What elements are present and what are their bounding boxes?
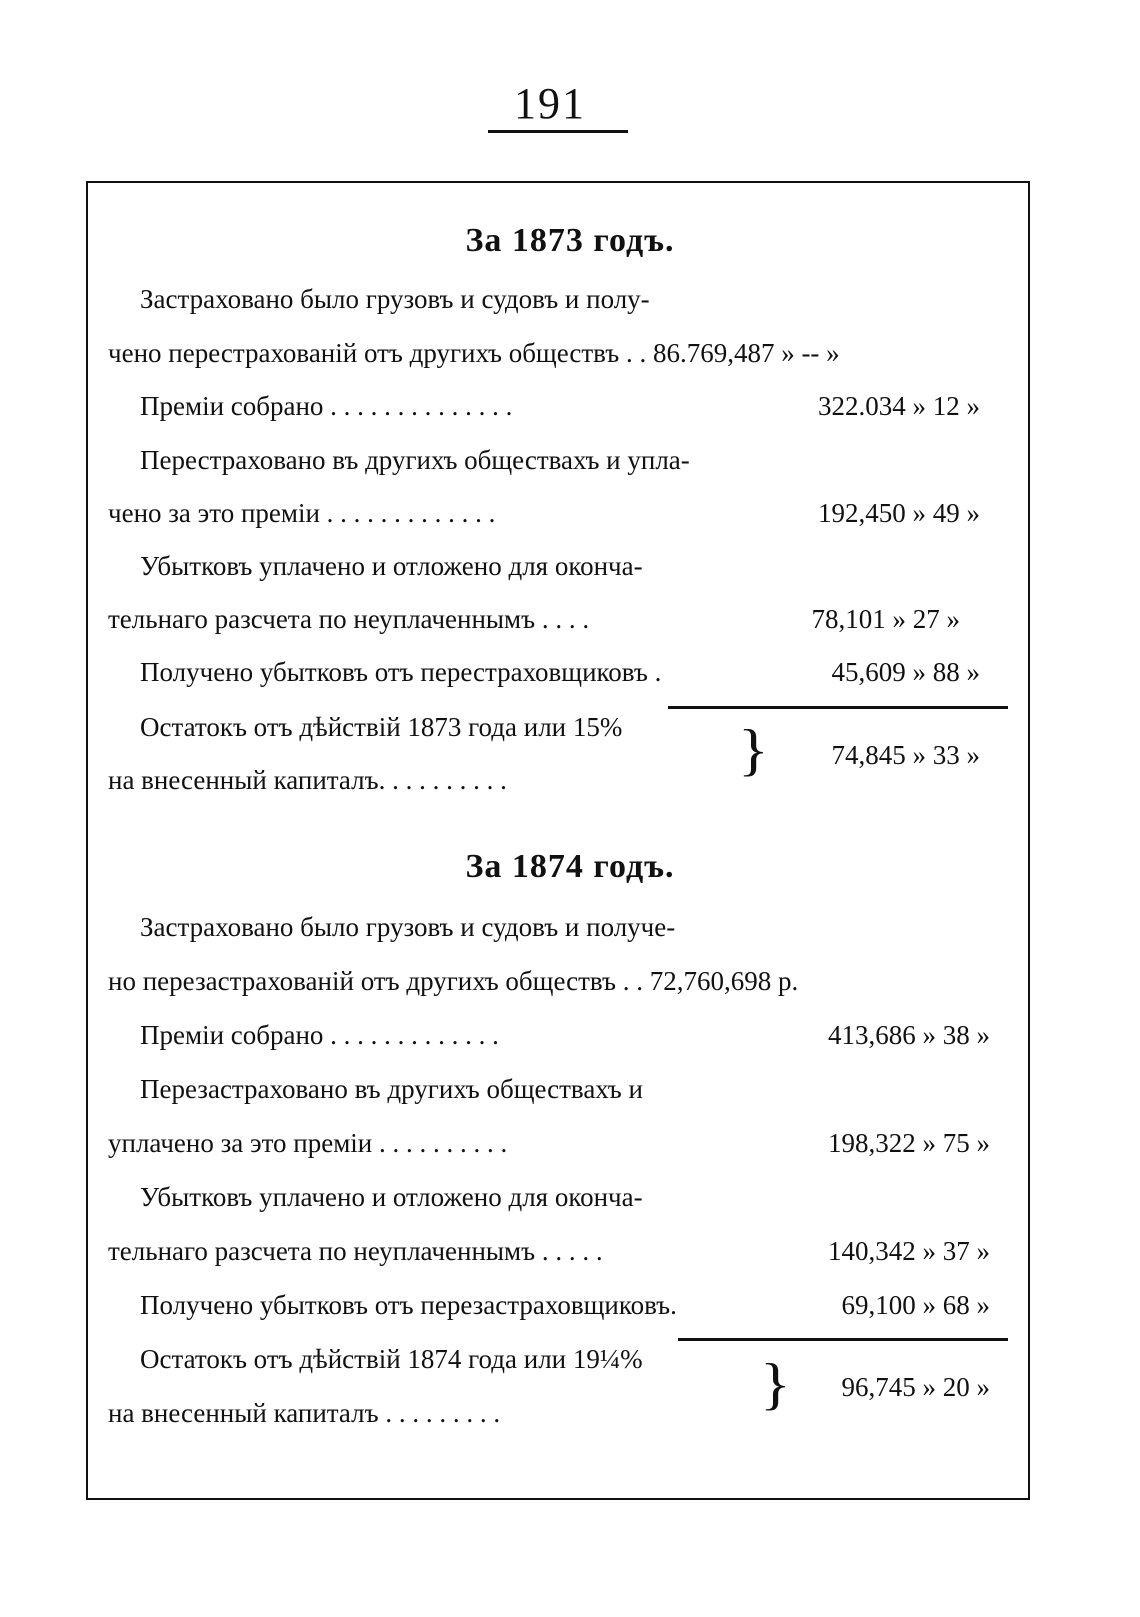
row-losses-line2: тельнаго разсчета по неуплаченнымъ . . . . bbox=[108, 604, 590, 634]
row-premiums-label: Премiи собрано . . . . . . . . . . . . . bbox=[140, 1020, 499, 1050]
row-losses-line1: Убытковъ уплачено и отложено для оконча- bbox=[140, 1182, 643, 1212]
row-premiums-amount: 413,686 » 38 » bbox=[828, 1020, 990, 1050]
row-losses-line2: тельнаго разсчета по неуплаченнымъ . . . . . bbox=[108, 1236, 603, 1266]
page-number: 191 bbox=[514, 79, 586, 128]
remainder-amount: 96,745 » 20 » bbox=[841, 1372, 990, 1402]
remainder-line2: на внесенный капиталъ . . . . . . . . . bbox=[108, 1398, 501, 1428]
remainder-line1: Остатокъ отъ дѣйствiй 1873 года или 15% bbox=[140, 712, 623, 742]
row-reinsured-amount: 198,322 » 75 » bbox=[828, 1128, 990, 1158]
total-rule-1873 bbox=[668, 706, 1008, 709]
row-reinsured-line1: Перезастраховано въ другихъ обществахъ и bbox=[140, 1074, 643, 1104]
row-losses-line1: Убытковъ уплачено и отложено для оконча- bbox=[140, 551, 643, 581]
row-recovered-amount: 69,100 » 68 » bbox=[841, 1290, 990, 1320]
row-losses-amount: 140,342 » 37 » bbox=[828, 1236, 990, 1266]
row-premiums-amount: 322.034 » 12 » bbox=[818, 391, 980, 421]
total-rule-1874 bbox=[678, 1338, 1008, 1341]
row-insured-line1: Застраховано было грузовъ и судовъ и полу- bbox=[140, 284, 650, 314]
section-heading-1874: За 1874 годъ. bbox=[465, 848, 675, 885]
row-reinsured-line2: чено за это премiи . . . . . . . . . . . . . bbox=[108, 498, 496, 528]
row-insured-line2: чено перестрахованій отъ другихъ обществъ . . 86.769,487 » -- » bbox=[108, 338, 840, 368]
remainder-line2: на внесенный капиталъ. . . . . . . . . . bbox=[108, 765, 507, 795]
row-reinsured-line2: уплачено за это премiи . . . . . . . . . . bbox=[108, 1128, 508, 1158]
row-insured-line2: но перезастрахованій отъ другихъ обществъ . . 72,760,698 р. bbox=[108, 966, 799, 996]
row-reinsured-line1: Перестраховано въ другихъ обществахъ и упла- bbox=[140, 445, 690, 475]
row-reinsured-amount: 192,450 » 49 » bbox=[818, 498, 980, 528]
row-recovered-amount: 45,609 » 88 » bbox=[831, 657, 980, 687]
remainder-amount: 74,845 » 33 » bbox=[831, 740, 980, 770]
section-heading-1873: За 1873 годъ. bbox=[465, 222, 675, 259]
remainder-line1: Остатокъ отъ дѣйствiй 1874 года или 19¼% bbox=[140, 1344, 643, 1374]
page-number-rule bbox=[488, 130, 628, 133]
row-losses-amount: 78,101 » 27 » bbox=[811, 604, 960, 634]
row-recovered-label: Получено убытковъ отъ перезастраховщиковъ. bbox=[140, 1290, 677, 1320]
remainder-brace: } bbox=[760, 1351, 791, 1416]
remainder-brace: } bbox=[738, 717, 769, 782]
row-insured-line1: Застраховано было грузовъ и судовъ и получе- bbox=[140, 912, 676, 942]
row-premiums-label: Премiи собрано . . . . . . . . . . . . . . bbox=[140, 391, 513, 421]
row-recovered-label: Получено убытковъ отъ перестраховщиковъ . bbox=[140, 657, 662, 687]
